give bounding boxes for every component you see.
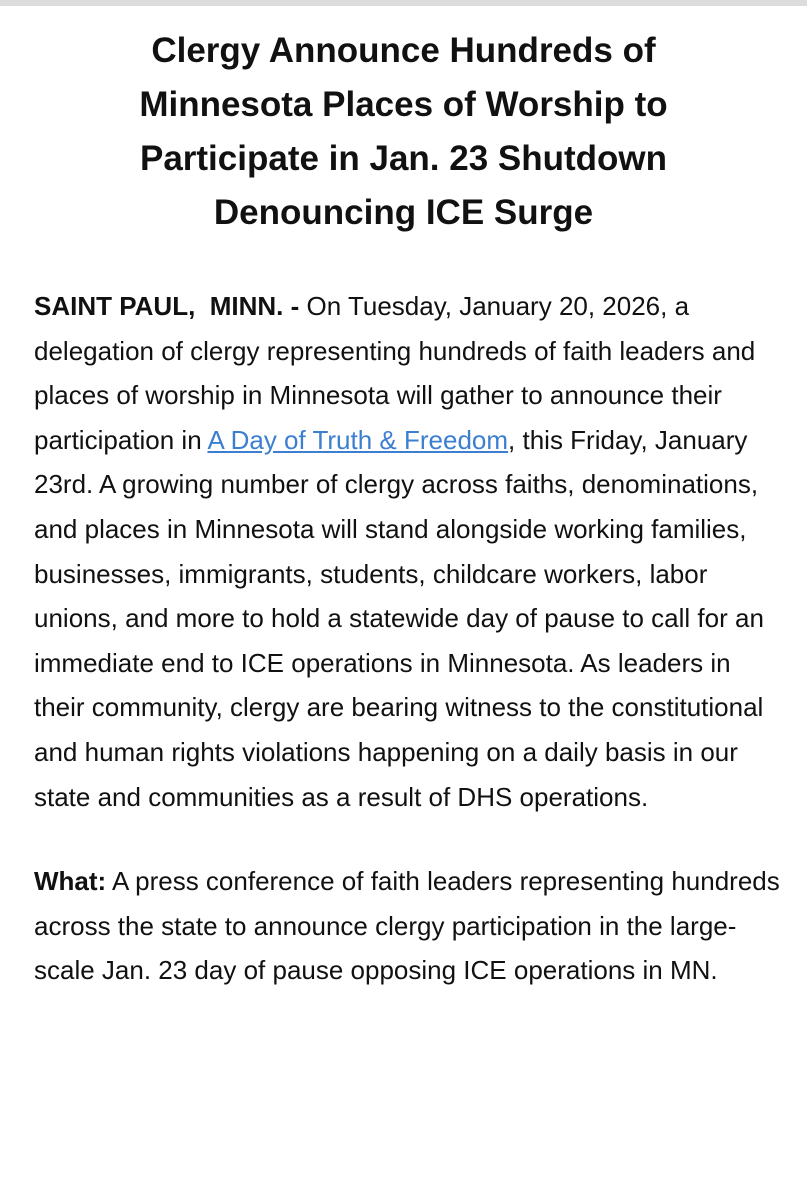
what-text: A press conference of faith leaders representing hundreds across the state to announce clergy participation in the large-scale Jan. 23 day of pause opposing ICE operations in MN. — [34, 866, 780, 986]
title-line-2: Minnesota Places of Worship to — [139, 85, 668, 124]
article-body — [34, 284, 784, 993]
intro-text-before-link: On Tuesday, January 20, 2026, a delegation of clergy representing hundreds of faith leaders and places of worship in Minnesota will gather to announce their participation in — [34, 291, 756, 455]
title-line-3: Participate in Jan. 23 Shutdown — [139, 139, 668, 178]
intro-paragraph — [34, 284, 784, 819]
what-paragraph — [34, 859, 784, 993]
page-title — [60, 24, 747, 240]
top-divider — [0, 0, 807, 6]
dateline: SAINT PAUL, MINN. - — [34, 291, 300, 321]
intro-text-after-link: , this Friday, January 23rd. A growing number of clergy across faiths, denominations, and places in Minnesota will stand alongside working families, businesses, immigrants, students, childcare workers, labor unions, and more to hold a statewide day of pause to call for an immediate end to ICE operations in Minnesota. As leaders in their community, clergy are bearing witness to the constitutional and human rights violations happening on a daily basis in our state and communities as a result of DHS operations. — [34, 424, 764, 812]
title-line-4: Denouncing ICE Surge — [213, 193, 594, 232]
what-label: What: — [34, 866, 107, 897]
day-of-truth-link[interactable]: A Day of Truth & Freedom — [207, 424, 509, 455]
title-line-1: Clergy Announce Hundreds of — [151, 31, 656, 70]
